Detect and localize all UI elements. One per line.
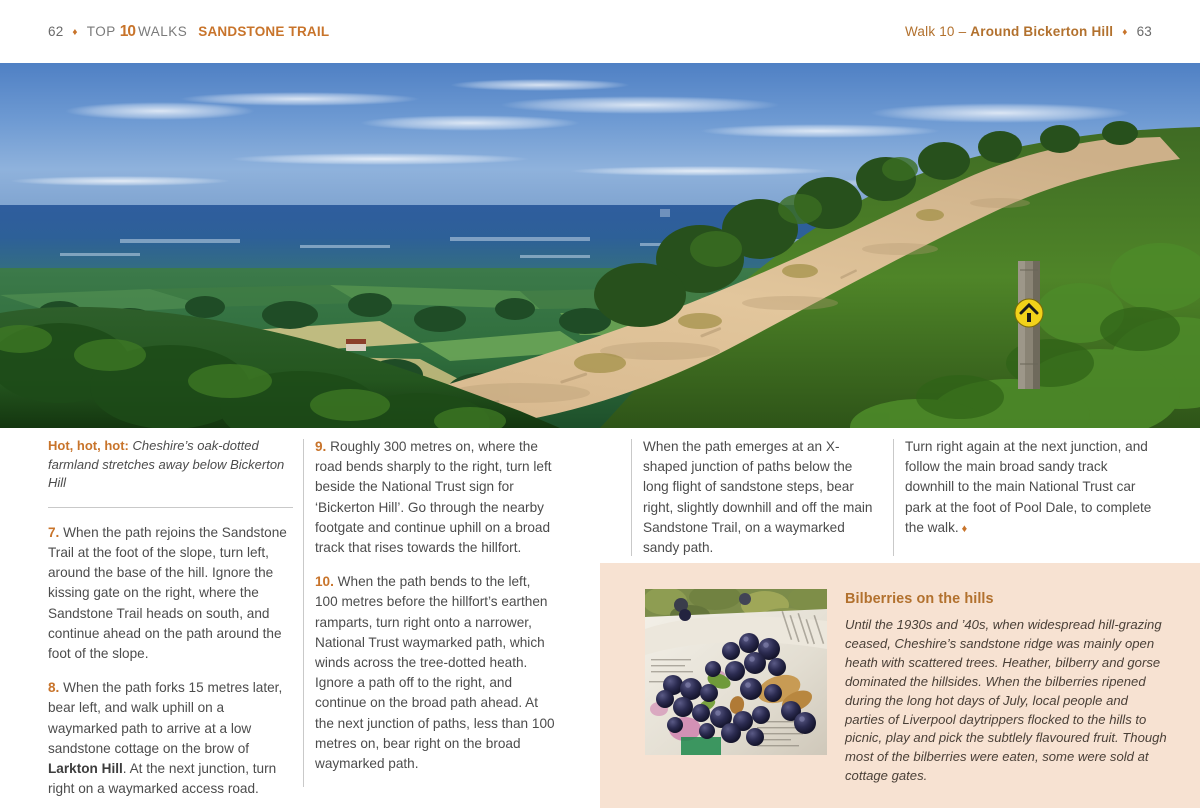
- step-10-text: When the path bends to the left, 100 metres before the hillfort’s earthen ramparts, turn right onto a narrower, National Trust waymarked path, which winds across the tree-dotted heath. Ignore a path off to the right, and continue on the broad path ahead. At the next junction of paths, less than 100 metres on, bear right on the broad waymarked path.: [315, 574, 555, 772]
- series-ten-label: 10: [119, 22, 135, 40]
- column-rule-3: [893, 439, 894, 556]
- series-top-label: TOP: [86, 23, 116, 39]
- column-rule-1: [303, 439, 304, 787]
- folio-left: 62: [48, 23, 64, 39]
- folio-right: 63: [1136, 24, 1152, 39]
- step-7-number: 7.: [48, 524, 60, 540]
- feature-body: Until the 1930s and ’40s, when widespread hill-grazing ceased, Cheshire’s sandstone ridge was mainly open heath with scattered trees. Heather, bilberry and gorse dominated the hillsides. When the bilberries ripened during the long hot days of July, local people and parties of Liverpool daytrippers flocked to the hills to picnic, play and pick the subtlely flavoured fruit. Though most of the bilberries were eaten, some were sold at cottage gates.: [845, 617, 1167, 784]
- column-rule-2: [631, 439, 632, 556]
- step-8-text-before: When the path forks 15 metres later, bear left, and walk uphill on a waymarked path to arrive at a low sandstone cottage on the brow of: [48, 680, 283, 756]
- step-7-text: When the path rejoins the Sandstone Trail at the foot of the slope, turn left, around the base of the hill. Ignore the kissing gate on the right, where the Sandstone Trail heads on south, and continue ahead on the path around the foot of the slope.: [48, 524, 287, 661]
- column-1: [48, 437, 293, 799]
- diamond-icon-right: ♦: [1122, 27, 1128, 38]
- step-9-text: Roughly 300 metres on, where the road bends sharply to the right, turn left beside the National Trust sign for ‘Bickerton Hill’. Go through the nearby footgate and continue uphill on a broad track that rises towards the hillfort.: [315, 439, 552, 556]
- diamond-icon-left: ♦: [72, 26, 78, 38]
- step-8: [48, 678, 293, 799]
- walk-title: Around Bickerton Hill: [970, 24, 1114, 39]
- step-10: [315, 572, 555, 774]
- series-walks-label: WALKS: [138, 23, 188, 39]
- caption-divider: [48, 507, 293, 508]
- feature-box-bilberries: [600, 563, 1200, 808]
- column-4-paragraph: [905, 437, 1152, 539]
- waymarker-post: [1015, 261, 1043, 389]
- running-head-left: [48, 23, 329, 41]
- feature-title: Bilberries on the hills: [845, 591, 994, 607]
- step-10-number: 10.: [315, 574, 334, 590]
- column-4: [905, 437, 1152, 539]
- hero-photograph: [0, 63, 1200, 428]
- end-of-walk-diamond-icon: ♦: [961, 522, 968, 535]
- step-7: [48, 523, 293, 664]
- column-4-text: Turn right again at the next junction, and follow the main broad sandy track downhill to the main National Trust car park at the foot of Pool Dale, to complete the walk.: [905, 439, 1152, 535]
- step-9-number: 9.: [315, 439, 327, 454]
- feature-photo: [645, 589, 827, 755]
- column-3: [643, 437, 881, 558]
- column-3-paragraph: When the path emerges at an X-shaped junction of paths below the long flight of sandstone steps, bear right, slightly downhill and off the main Sandstone Trail, on a waymarked sandy path.: [643, 439, 873, 556]
- feature-text-block: [845, 591, 1167, 786]
- running-head-right: [905, 24, 1152, 39]
- running-head: [0, 0, 1200, 63]
- step-8-place-name: Larkton Hill: [48, 761, 123, 777]
- step-8-number: 8.: [48, 680, 60, 696]
- series-title: SANDSTONE TRAIL: [198, 23, 330, 39]
- caption-lead: Hot, hot, hot:: [48, 438, 129, 453]
- step-9: [315, 437, 555, 558]
- column-2: [315, 437, 555, 774]
- caption-text: Cheshire’s oak-dotted farmland stretches away below Bickerton Hill: [48, 438, 285, 491]
- walk-number: Walk 10 –: [904, 24, 967, 39]
- photo-caption: [48, 437, 293, 493]
- bilberries-photo-artwork: [645, 589, 827, 755]
- step-8-text-after: . At the next junction, turn right on a waymarked access road.: [48, 761, 277, 797]
- hero-photo-artwork: [0, 63, 1200, 428]
